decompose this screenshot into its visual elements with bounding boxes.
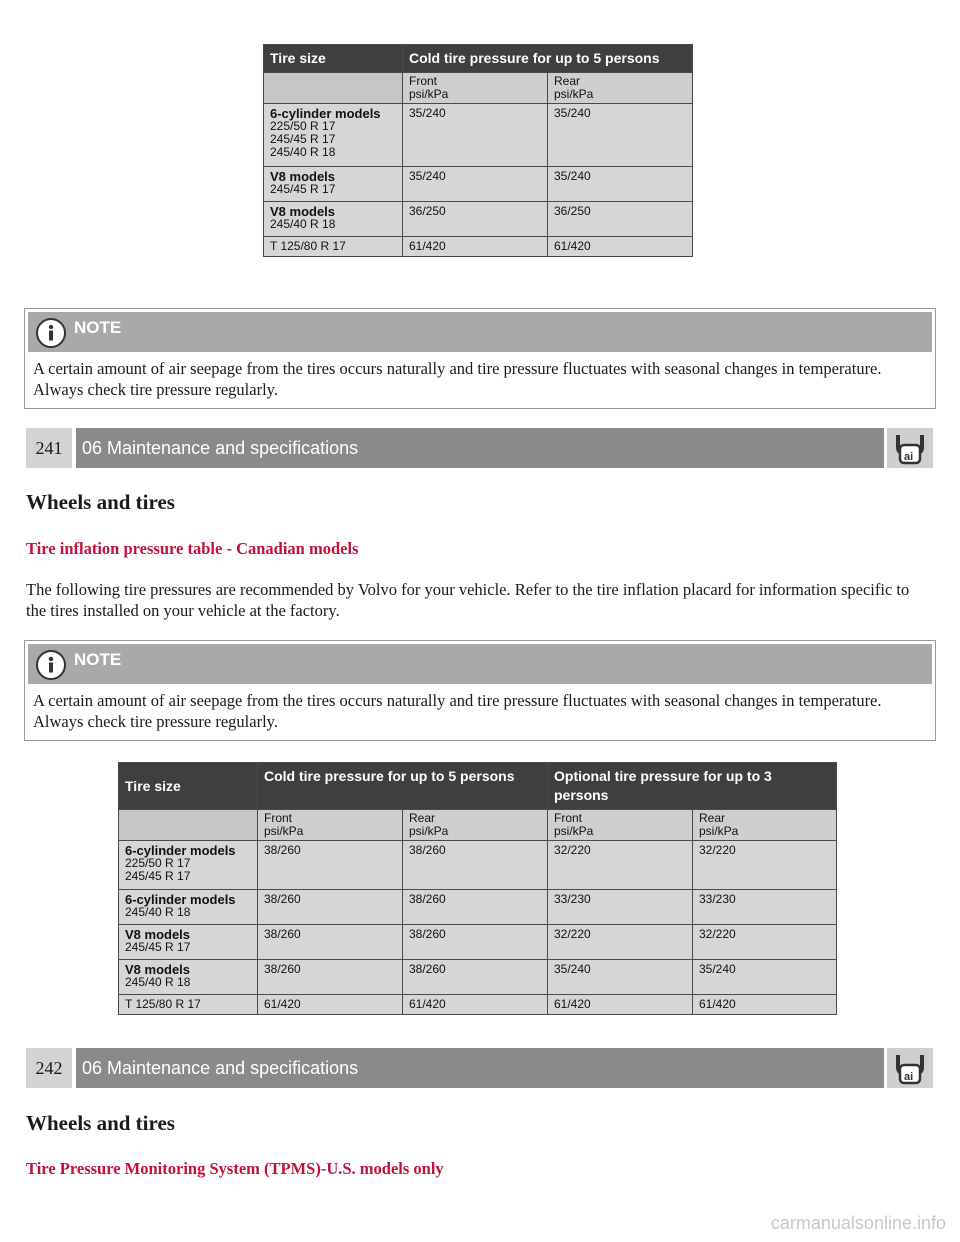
subheader-front: Front psi/kPa (403, 73, 548, 104)
cold-rear-cell: 38/260 (403, 890, 548, 925)
cold-front-cell: 61/420 (258, 995, 403, 1015)
table-row (119, 841, 837, 890)
table-row (119, 995, 837, 1015)
header-cold-pressure: Cold tire pressure for up to 5 persons (403, 45, 693, 73)
subheader-blank (119, 810, 258, 841)
note-text: A certain amount of air seepage from the tires occurs naturally and tire pressure fluctuates with seasonal changes in temperature. Always check tire pressure regularly. (33, 359, 882, 399)
section-title: Wheels and tires (26, 490, 175, 514)
optional-front-cell: 32/220 (548, 841, 693, 890)
note-box (24, 640, 936, 741)
optional-front-cell: 32/220 (548, 925, 693, 960)
note-header (28, 312, 932, 352)
tire-size-cell: T 125/80 R 17 (119, 995, 258, 1015)
chapter-bar (26, 428, 933, 468)
header-tire-size: Tire size (119, 763, 258, 810)
tire-size-cell: 6-cylinder models 225/50 R 17 245/45 R 17 245/40 R 18 (264, 104, 403, 167)
info-icon (36, 318, 66, 348)
section-subtitle: Tire Pressure Monitoring System (TPMS)-U.S. models only (26, 1159, 444, 1178)
optional-rear-cell: 35/240 (693, 960, 837, 995)
subheader-rear: Rear psi/kPa (403, 810, 548, 841)
cold-rear-cell: 61/420 (403, 995, 548, 1015)
subheader-front: Front psi/kPa (548, 810, 693, 841)
optional-rear-cell: 33/230 (693, 890, 837, 925)
cold-front-cell: 38/260 (258, 960, 403, 995)
wrench-icon (887, 428, 933, 468)
page-number: 242 (26, 1048, 72, 1088)
info-icon (36, 650, 66, 680)
svg-text:ai: ai (904, 451, 914, 463)
table-row (264, 202, 693, 237)
chapter-title: 06 Maintenance and specifications (76, 428, 884, 468)
header-optional-pressure: Optional tire pressure for up to 3 persons (548, 763, 837, 810)
optional-front-cell: 61/420 (548, 995, 693, 1015)
front-pressure-cell: 35/240 (403, 167, 548, 202)
cold-rear-cell: 38/260 (403, 841, 548, 890)
table-row (264, 167, 693, 202)
subheader-blank (264, 73, 403, 104)
front-pressure-cell: 36/250 (403, 202, 548, 237)
note-box (24, 308, 936, 409)
rear-pressure-cell: 36/250 (548, 202, 693, 237)
subheader-front: Front psi/kPa (258, 810, 403, 841)
tire-size-cell: 6-cylinder models 225/50 R 17 245/45 R 17 (119, 841, 258, 890)
cold-rear-cell: 38/260 (403, 960, 548, 995)
header-tire-size: Tire size (264, 45, 403, 73)
rear-pressure-cell: 61/420 (548, 237, 693, 257)
table-row (264, 104, 693, 167)
header-cold-pressure: Cold tire pressure for up to 5 persons (258, 763, 548, 810)
chapter-title: 06 Maintenance and specifications (76, 1048, 884, 1088)
tire-size-cell: V8 models 245/45 R 17 (264, 167, 403, 202)
table-row (119, 960, 837, 995)
subheader-rear: Rear psi/kPa (693, 810, 837, 841)
rear-pressure-cell: 35/240 (548, 167, 693, 202)
chapter-bar (26, 1048, 933, 1088)
subheader-rear: Rear psi/kPa (548, 73, 693, 104)
front-pressure-cell: 35/240 (403, 104, 548, 167)
cold-front-cell: 38/260 (258, 925, 403, 960)
svg-text:ai: ai (904, 1071, 914, 1083)
note-header (28, 644, 932, 684)
section-subtitle: Tire inflation pressure table - Canadian models (26, 539, 359, 558)
cold-rear-cell: 38/260 (403, 925, 548, 960)
page-number: 241 (26, 428, 72, 468)
front-pressure-cell: 61/420 (403, 237, 548, 257)
watermark: carmanualsonline.info (770, 1213, 946, 1233)
note-text: A certain amount of air seepage from the tires occurs naturally and tire pressure fluctuates with seasonal changes in temperature. Always check tire pressure regularly. (33, 691, 882, 731)
optional-rear-cell: 32/220 (693, 925, 837, 960)
cold-front-cell: 38/260 (258, 841, 403, 890)
note-label: NOTE (74, 650, 122, 669)
table-row (119, 925, 837, 960)
tire-size-cell: T 125/80 R 17 (264, 237, 403, 257)
body-paragraph: The following tire pressures are recommended by Volvo for your vehicle. Refer to the tire inflation placard for information specific to the tires installed on your vehicle at the factory. (26, 580, 910, 620)
wrench-icon (887, 1048, 933, 1088)
tire-size-cell: V8 models 245/40 R 18 (119, 960, 258, 995)
tire-size-cell: 6-cylinder models 245/40 R 18 (119, 890, 258, 925)
optional-front-cell: 35/240 (548, 960, 693, 995)
optional-rear-cell: 61/420 (693, 995, 837, 1015)
section-title: Wheels and tires (26, 1111, 175, 1135)
tire-size-cell: V8 models 245/45 R 17 (119, 925, 258, 960)
tire-pressure-table-1 (263, 44, 693, 257)
optional-rear-cell: 32/220 (693, 841, 837, 890)
rear-pressure-cell: 35/240 (548, 104, 693, 167)
table-row (264, 237, 693, 257)
cold-front-cell: 38/260 (258, 890, 403, 925)
tire-size-cell: V8 models 245/40 R 18 (264, 202, 403, 237)
optional-front-cell: 33/230 (548, 890, 693, 925)
tire-pressure-table-2 (118, 762, 837, 1015)
note-label: NOTE (74, 318, 122, 337)
table-row (119, 890, 837, 925)
